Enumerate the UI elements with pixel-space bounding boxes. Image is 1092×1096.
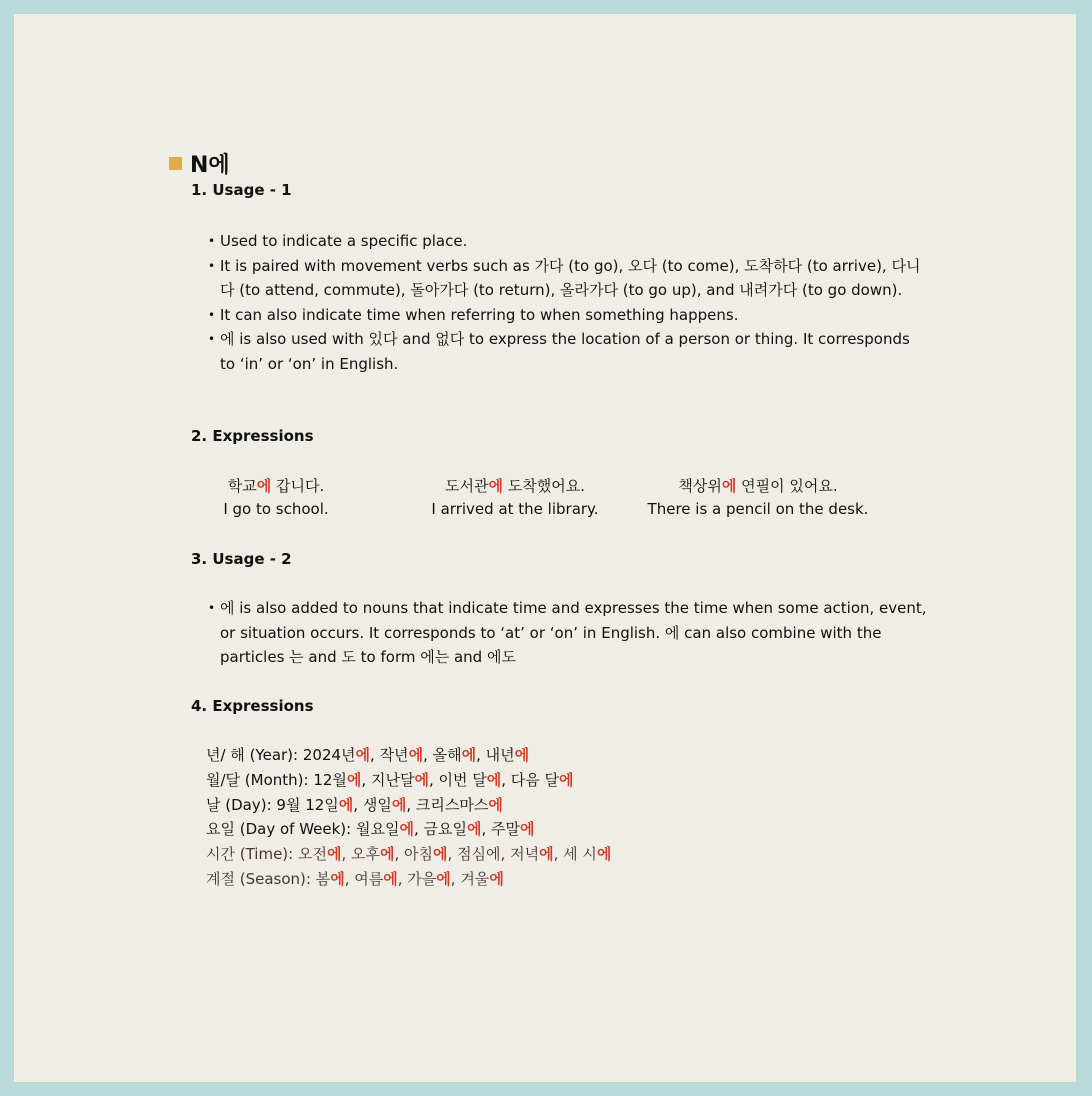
text-segment: 연필이 있어요. [736, 477, 838, 495]
text-segment: , 가을 [397, 869, 437, 888]
highlighted-particle: 에 [326, 845, 342, 864]
highlighted-particle: 에 [721, 477, 737, 495]
title-marker-icon [169, 157, 182, 170]
time-expressions [206, 743, 611, 892]
text-segment: , 겨울 [450, 869, 490, 888]
list-item: • It is paired with movement verbs such as 가다 (to go), 오다 (to come), 도착하다 (to arrive), 다니다 (to attend, commute), 돌아가다 (to return), 올라가다 (to go up), and 내려가다 (to go down). [208, 254, 928, 303]
text-segment: , 여름 [344, 869, 384, 888]
highlighted-particle: 에 [330, 869, 345, 888]
text-segment: , 금요일 [413, 820, 467, 839]
section-heading: 3. Usage - 2 [191, 550, 292, 568]
text-segment: 책상위 [678, 477, 722, 495]
usage-2-list [208, 596, 928, 670]
text-segment: 도착했어요. [502, 477, 585, 495]
highlighted-particle: 에 [380, 845, 395, 864]
text-segment: , 크리스마스 [406, 795, 489, 814]
highlighted-particle: 에 [461, 746, 477, 764]
highlighted-particle: 에 [559, 770, 574, 789]
expression-line [206, 842, 611, 867]
expression-line [206, 768, 611, 793]
text-segment: 도서관 [445, 477, 489, 495]
example-korean [156, 475, 396, 496]
text-segment: 년/ 해 (Year): 2024년 [206, 746, 356, 764]
highlighted-particle: 에 [486, 770, 502, 789]
highlighted-particle: 에 [488, 795, 503, 814]
text-segment: 갑니다. [271, 477, 325, 495]
text-segment: , 점심에, 저녁 [447, 845, 540, 864]
expression-line [206, 793, 611, 818]
list-item: • 에 is also used with 있다 and 없다 to express the location of a person or thing. It corresponds to ‘in’ or ‘on’ in English. [208, 327, 928, 376]
highlighted-particle: 에 [433, 845, 448, 864]
text-segment: , 아침 [394, 845, 434, 864]
highlighted-particle: 에 [436, 869, 451, 888]
document-page [14, 14, 1076, 1082]
highlighted-particle: 에 [338, 795, 354, 814]
example-english: I go to school. [223, 500, 329, 518]
highlighted-particle: 에 [514, 746, 530, 764]
highlighted-particle: 에 [520, 820, 535, 839]
expression-line [206, 817, 611, 842]
highlighted-particle: 에 [391, 795, 407, 814]
text-segment: , 오후 [341, 845, 380, 864]
text-segment: , 내년 [476, 746, 515, 764]
text-segment: , 작년 [370, 746, 409, 764]
example-korean [638, 475, 878, 496]
example-english: I arrived at the library. [431, 500, 599, 518]
text-segment: 계절 (Season): 봄 [206, 869, 331, 888]
text-segment: , 지난달 [361, 770, 415, 789]
list-item: • 에 is also added to nouns that indicate time and expresses the time when some action, event, or situation occurs. It corresponds to ‘at’ or ‘on’ in English. 에 can also combine with the particles 는 and 도 to form 에는 and 에도 [208, 596, 928, 670]
section-heading: 1. Usage - 1 [191, 181, 292, 199]
text-segment: 월/달 (Month): 12월 [206, 770, 347, 789]
section-heading: 2. Expressions [191, 427, 314, 445]
highlighted-particle: 에 [596, 845, 612, 864]
highlighted-particle: 에 [256, 477, 272, 495]
text-segment: 학교 [227, 477, 257, 495]
text-segment: 시간 (Time): 오전 [206, 845, 327, 864]
highlighted-particle: 에 [346, 770, 362, 789]
highlighted-particle: 에 [489, 869, 504, 888]
list-item: • Used to indicate a specific place. [208, 229, 928, 254]
usage-1-list [208, 229, 928, 376]
text-segment: , 주말 [481, 820, 521, 839]
list-item: • It can also indicate time when referring to when something happens. [208, 303, 928, 328]
text-segment: , 생일 [353, 795, 392, 814]
text-segment: , 세 시 [553, 845, 597, 864]
section-heading: 4. Expressions [191, 697, 314, 715]
text-segment: , 이번 달 [428, 770, 487, 789]
highlighted-particle: 에 [399, 820, 414, 839]
page-title [169, 148, 230, 179]
highlighted-particle: 에 [408, 746, 424, 764]
text-segment: , 다음 달 [501, 770, 559, 789]
text-segment: 날 (Day): 9월 12일 [206, 795, 339, 814]
highlighted-particle: 에 [355, 746, 371, 764]
title-text: N에 [190, 153, 230, 178]
expression-line [206, 867, 611, 892]
highlighted-particle: 에 [414, 770, 429, 789]
highlighted-particle: 에 [383, 869, 398, 888]
example-english: There is a pencil on the desk. [647, 500, 869, 518]
example-korean [395, 475, 635, 496]
highlighted-particle: 에 [466, 820, 482, 839]
expression-line [206, 743, 611, 768]
text-segment: , 올해 [423, 746, 462, 764]
highlighted-particle: 에 [539, 845, 554, 864]
highlighted-particle: 에 [488, 477, 503, 495]
text-segment: 요일 (Day of Week): 월요일 [206, 820, 400, 839]
